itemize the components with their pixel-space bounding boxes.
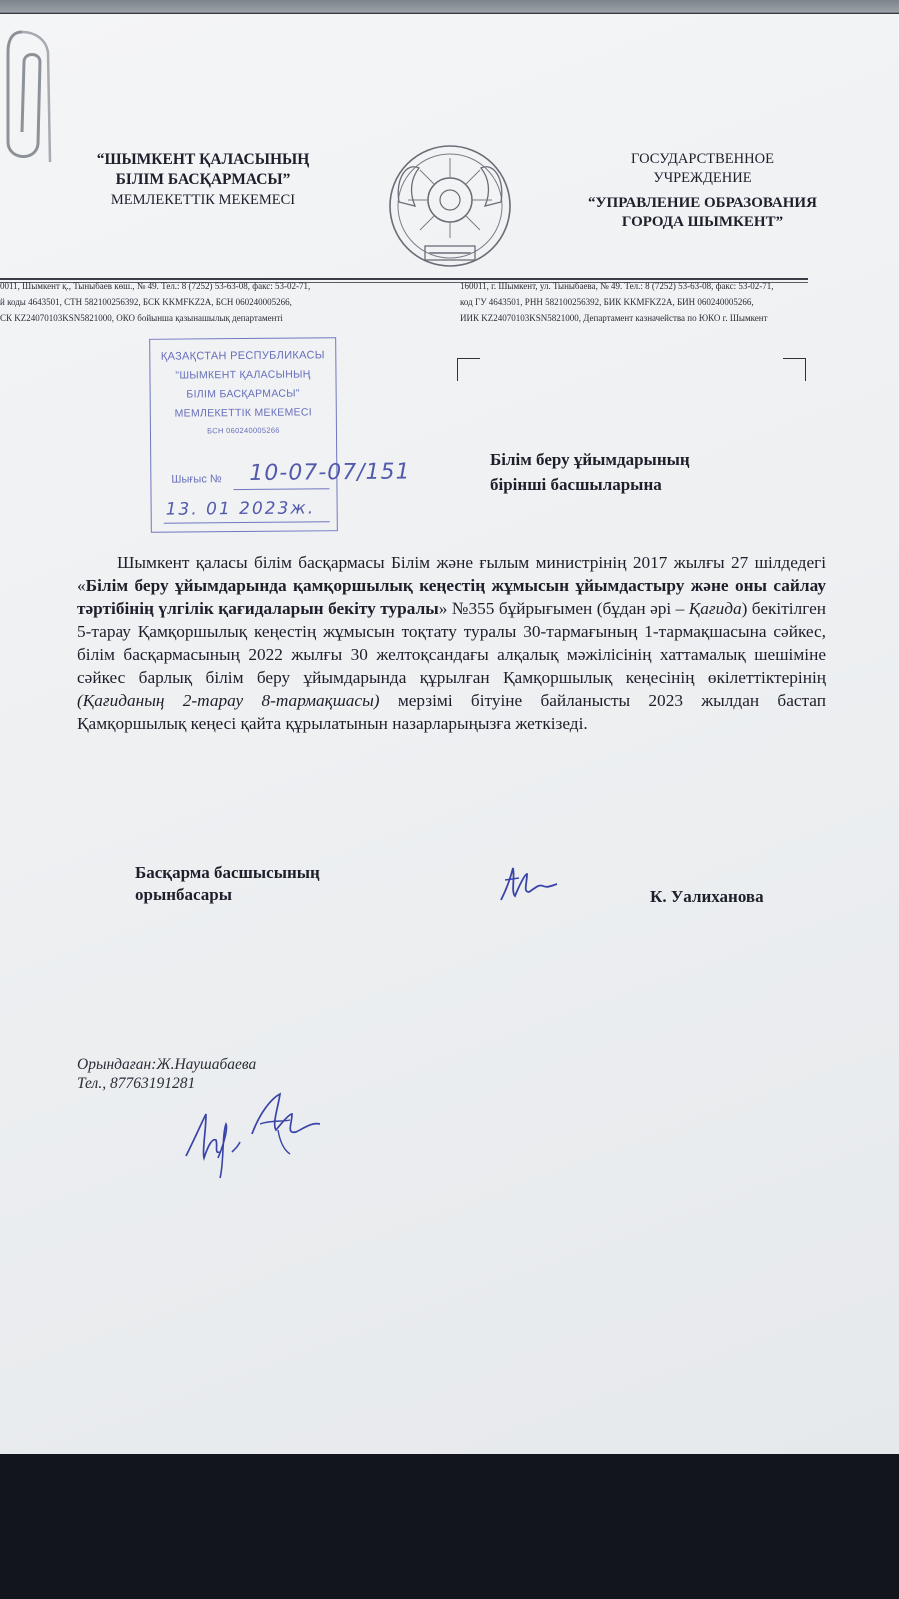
requisites-line: СК KZ24070103KSN5821000, ОКО бойынша қазынашылық департаменті bbox=[0, 313, 283, 323]
address-corner-left bbox=[457, 358, 480, 381]
stamp-line: МЕМЛЕКЕТТІК МЕКЕМЕСІ bbox=[174, 406, 313, 420]
header-left-line: БІЛІМ БАСҚАРМАСЫ” bbox=[115, 171, 291, 188]
signatory-title-line: орынбасары bbox=[135, 885, 233, 904]
stamp-date-underline bbox=[164, 521, 330, 523]
header-right-line: УЧРЕЖДЕНИЕ bbox=[653, 170, 752, 186]
body-text: мерзімі бітуіне байланысты 2023 жылдан бастап Қамқоршылық кеңесі қайта құрылатынын назарларыңызға жеткізеді. bbox=[77, 691, 826, 733]
header-right-line: ГОРОДА ШЫМКЕНТ” bbox=[621, 214, 784, 230]
stamp-outgoing-number: 10-07-07/151 bbox=[249, 459, 411, 486]
body-text: Шымкент қаласы білім басқармасы Білім және ғылым министрінің 2017 жылғы 27 шілдедегі « bbox=[77, 553, 826, 595]
requisites-line: 160011, г. Шымкент, ул. Тыныбаева, № 49. Тел.: 8 (7252) 53-63-08, факс: 53-02-71, bbox=[460, 281, 774, 291]
document-page bbox=[0, 14, 899, 1454]
signature-mark-icon bbox=[497, 862, 559, 906]
requisites-line: 0011, Шымкент қ., Тыныбаев көш., № 49. Тел.: 8 (7252) 53-63-08, факс: 53-02-71, bbox=[0, 281, 311, 291]
stamp-date: 13. 01 2023ж. bbox=[165, 498, 316, 520]
body-text-bold: Білім беру ұйымдарында қамқоршылық кеңестің жұмысын ұйымдастыру және оны сайлау тәртібінің үлгілік қағидаларын бекіту туралы bbox=[77, 576, 826, 618]
header-left-line: МЕМЛЕКЕТТІК МЕКЕМЕСІ bbox=[110, 192, 296, 208]
requisites-left bbox=[0, 278, 440, 326]
addressee-line: бірінші басшыларына bbox=[490, 475, 662, 494]
signatory-title bbox=[135, 862, 425, 906]
body-text-italic: Қағида bbox=[688, 599, 742, 618]
requisites-right bbox=[460, 278, 805, 326]
header-right-line: ГОСУДАРСТВЕННОЕ bbox=[631, 151, 774, 167]
outgoing-registration-stamp bbox=[149, 337, 411, 533]
signatory-title-line: Басқарма басшысының bbox=[135, 863, 320, 882]
letter-body bbox=[77, 551, 826, 735]
background-surface bbox=[0, 1454, 899, 1599]
stamp-outgoing-label: Шығыс № bbox=[171, 473, 222, 486]
stamp-number-underline bbox=[233, 488, 329, 490]
header-right-org-name bbox=[550, 150, 855, 232]
requisites-line: й коды 4643501, СТН 582100256392, БСК KKMFKZ2A, БСН 060240005266, bbox=[0, 297, 292, 307]
body-text: » №355 бұйрығымен (бұдан әрі – bbox=[438, 599, 689, 618]
requisites-line: ИИК KZ24070103KSN5821000, Департамент казначейства по ЮКО г. Шымкент bbox=[460, 313, 768, 323]
addressee-block bbox=[490, 447, 820, 497]
executor-name: Орындаған:Ж.Наушабаева bbox=[77, 1056, 257, 1073]
stamp-line: ҚАЗАҚСТАН РЕСПУБЛИКАСЫ bbox=[160, 349, 325, 363]
header-left-org-name bbox=[58, 150, 348, 210]
signatory-name: К. Уалиханова bbox=[650, 887, 764, 906]
addressee-line: Білім беру ұйымдарының bbox=[490, 450, 690, 469]
address-corner-right bbox=[783, 358, 806, 381]
executor-phone: Тел., 87763191281 bbox=[77, 1075, 196, 1092]
stamp-line: БІЛІМ БАСҚАРМАСЫ" bbox=[186, 387, 300, 401]
stamp-line: "ШЫМКЕНТ ҚАЛАСЫНЫҢ bbox=[175, 368, 311, 382]
requisites-line: код ГУ 4643501, РНН 582100256392, БИК KKMFKZ2A, БИН 060240005266, bbox=[460, 297, 754, 307]
state-emblem-icon bbox=[385, 142, 515, 274]
header-right-line: “УПРАВЛЕНИЕ ОБРАЗОВАНИЯ bbox=[588, 195, 817, 211]
header-left-line: “ШЫМКЕНТ ҚАЛАСЫНЫҢ bbox=[96, 151, 310, 168]
paper-clip-icon bbox=[2, 22, 62, 172]
body-text: ) бекітілген 5-тарау Қамқоршылық кеңестің жұмысын тоқтату туралы 30-тармағының 1-тармақшасына сәйкес, білім басқармасының 2022 жылғы 30 желтоқсандағы алқалық мәжілісінің хаттамалық шешіміне сәйкес барлық білім беру ұйымдарында құрылған Қамқоршылық кеңесінің өкілеттіктерінің bbox=[77, 599, 826, 687]
handwritten-initials-icon bbox=[180, 1084, 350, 1182]
body-text-italic: (Қағиданың 2-тарау 8-тармақшасы) bbox=[77, 691, 380, 710]
stamp-bin: БСН 060240005266 bbox=[207, 425, 280, 436]
